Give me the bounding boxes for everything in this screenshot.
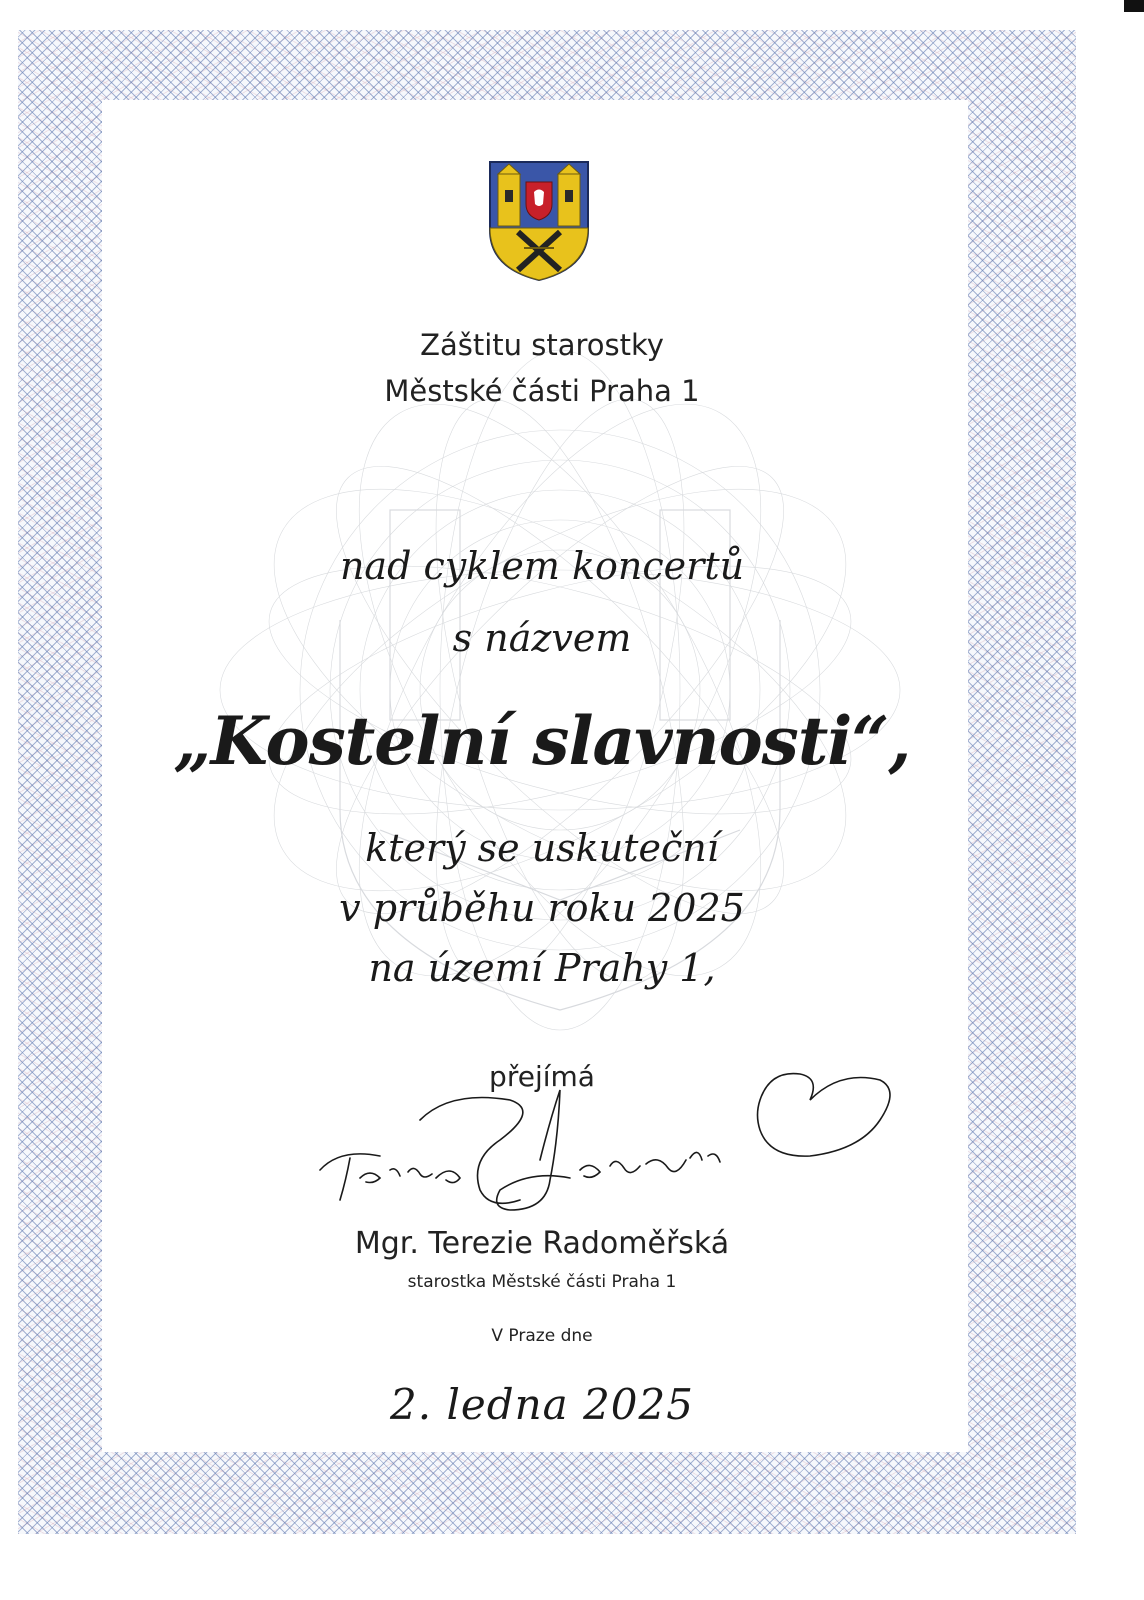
signatory-name: Mgr. Terezie Radoměřská xyxy=(354,1226,730,1261)
body-line-takes-place: který se uskuteční xyxy=(365,826,719,870)
handwritten-signature xyxy=(300,1060,920,1220)
body-line-territory: na území Prahy 1, xyxy=(368,946,716,990)
event-title: „Kostelní slavnosti“, xyxy=(173,702,911,780)
body-line-during-year: v průběhu roku 2025 xyxy=(339,886,745,930)
patronage-heading-line-1: Záštitu starostky xyxy=(420,328,664,362)
patronage-heading-line-2: Městské části Praha 1 xyxy=(384,374,700,408)
accepts-label: přejímá xyxy=(489,1060,595,1093)
signatory-role: starostka Městské části Praha 1 xyxy=(407,1272,677,1292)
body-line-named: s názvem xyxy=(452,616,632,660)
body-line-concert-cycle: nad cyklem koncertů xyxy=(339,544,745,588)
scan-corner-mark xyxy=(1124,0,1144,12)
place-label: V Praze dne xyxy=(491,1326,593,1346)
issue-date: 2. ledna 2025 xyxy=(390,1380,694,1429)
prague-1-coat-of-arms xyxy=(488,160,590,282)
